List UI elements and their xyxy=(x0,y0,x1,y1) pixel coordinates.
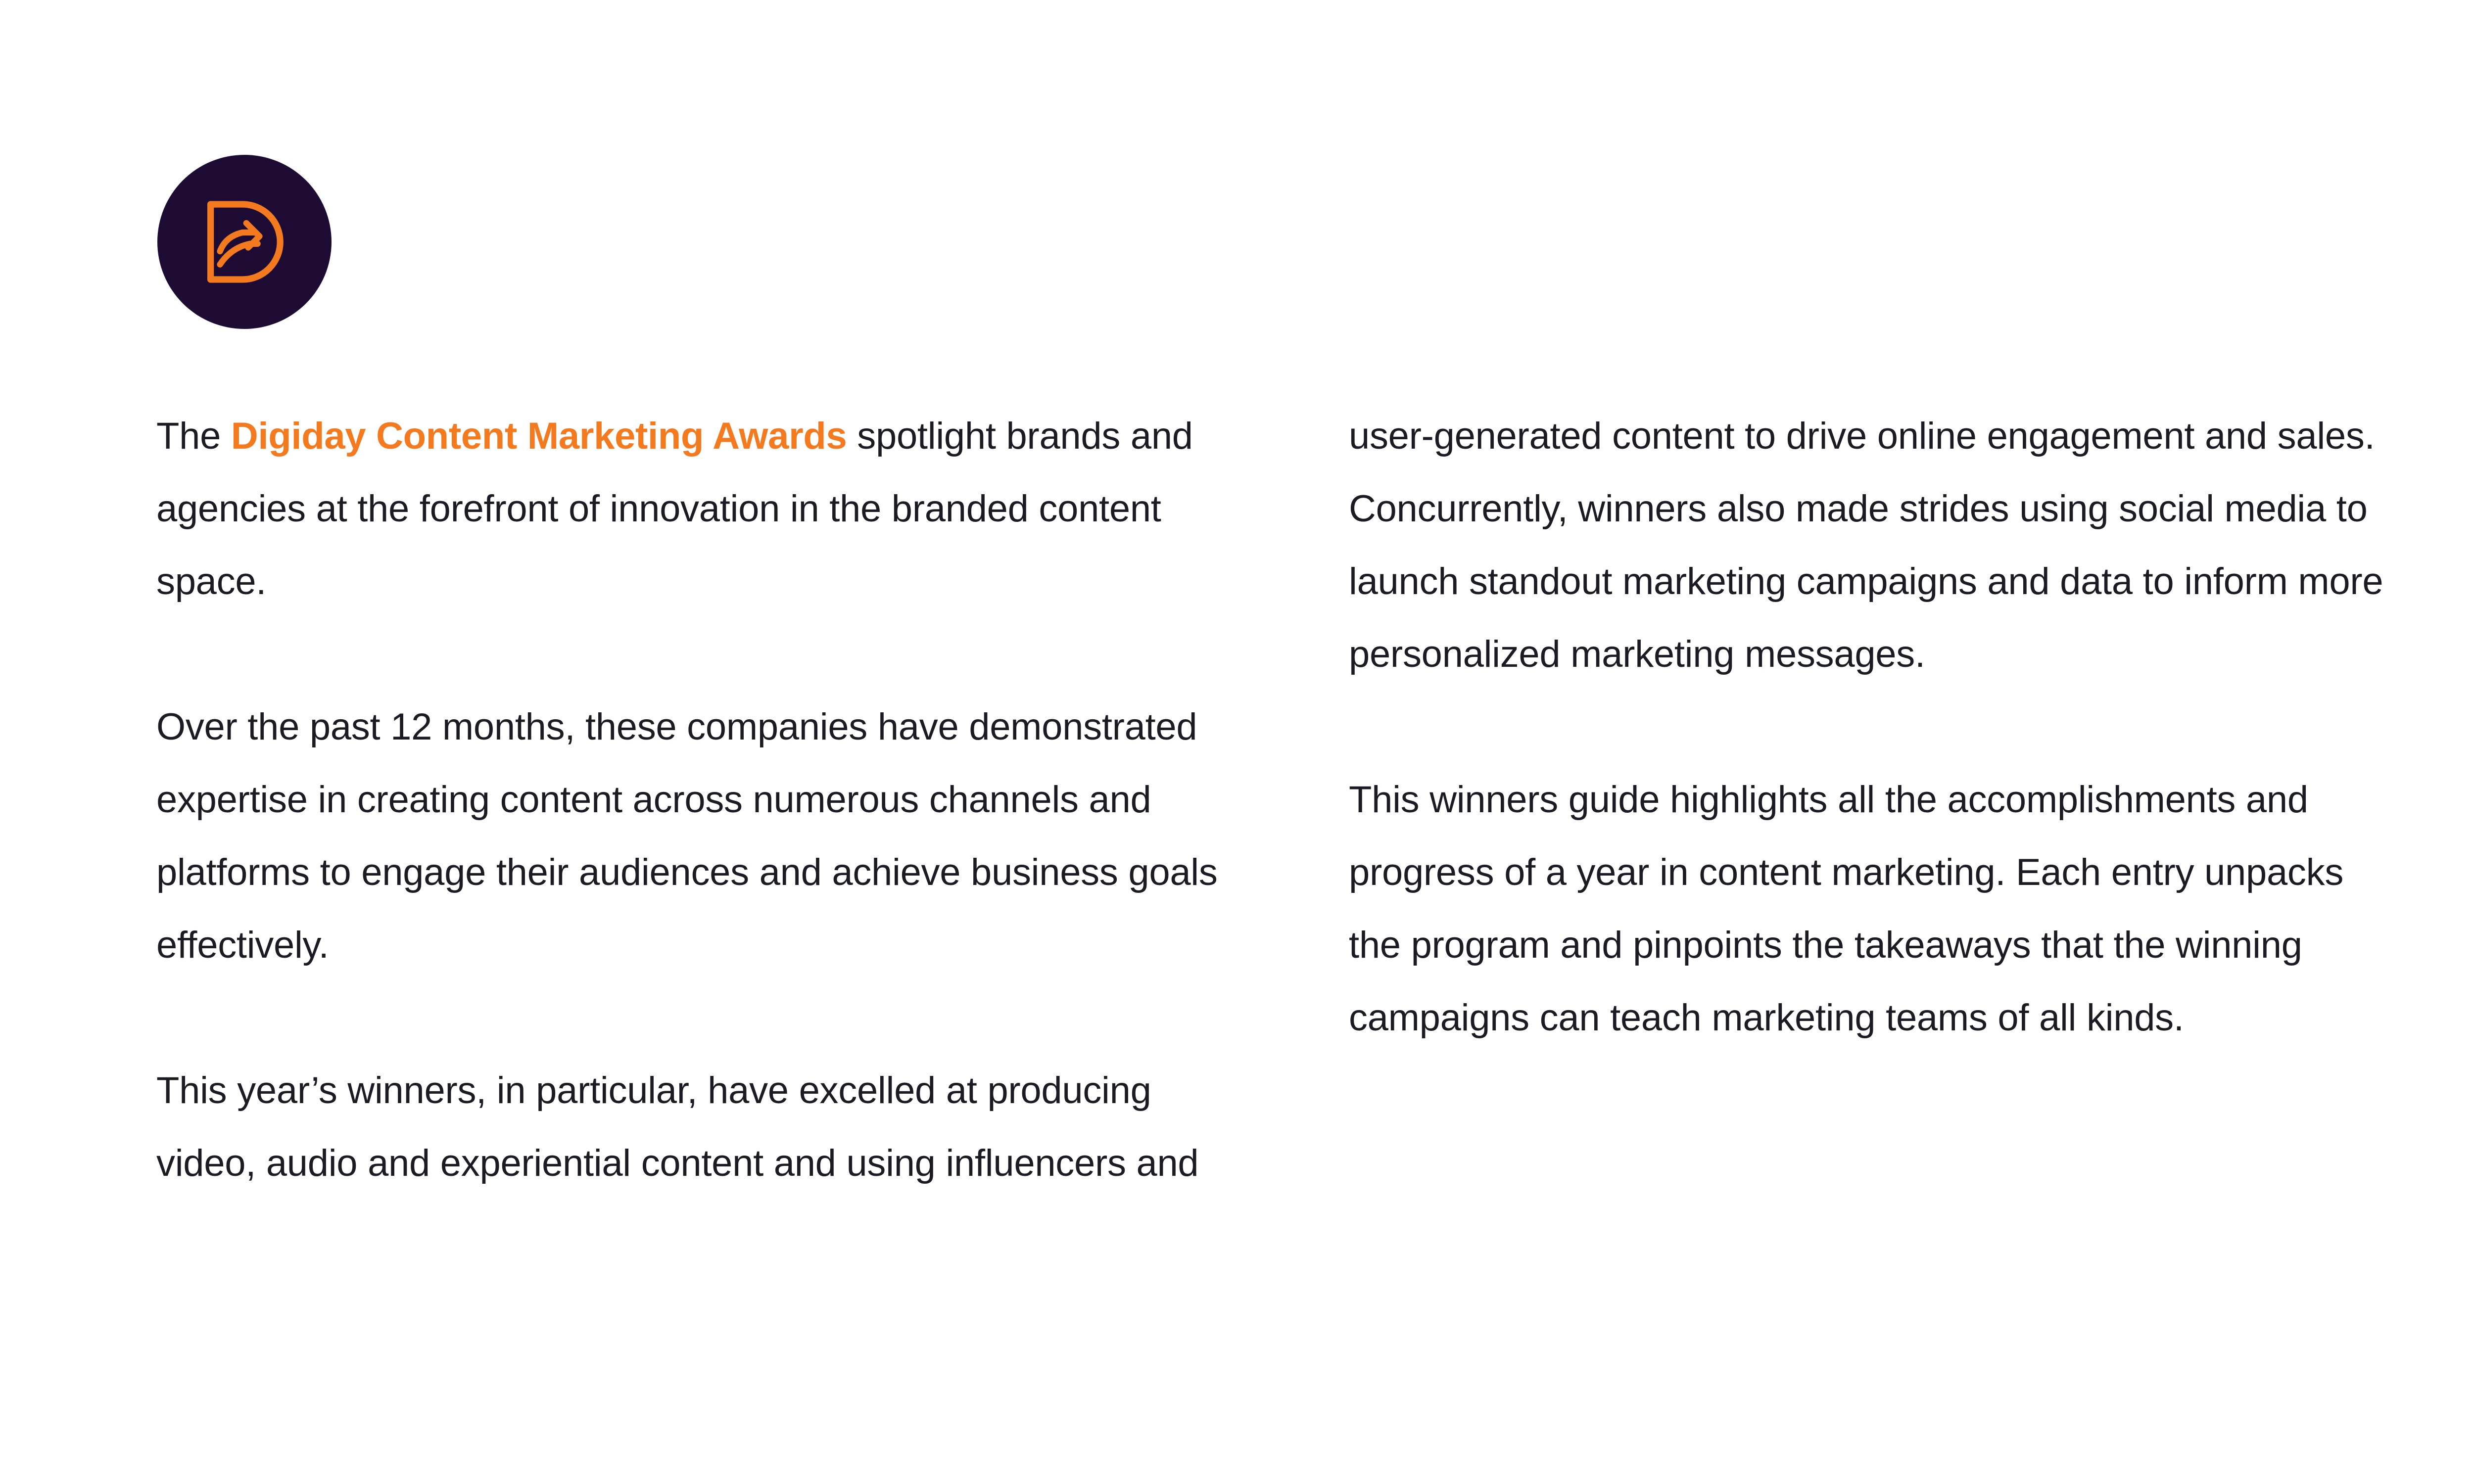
paragraph-line: personalized marketing messages. xyxy=(1349,633,1925,675)
awards-name-highlight: Digiday Content Marketing Awards xyxy=(231,415,847,457)
paragraph-line: progress of a year in content marketing. Each entry unpacks xyxy=(1349,851,2344,893)
paragraph-line: video, audio and experiential content and using influencers and xyxy=(156,1142,1199,1184)
paragraph-line: launch standout marketing campaigns and data to inform more xyxy=(1349,560,2383,603)
paragraph-line: Concurrently, winners also made strides using social media to xyxy=(1349,488,2368,530)
paragraph-line: user-generated content to drive online engagement and sales. xyxy=(1349,415,2375,457)
paragraph-line: Over the past 12 months, these companies have demonstrated xyxy=(156,706,1197,748)
intro-line-3: space. xyxy=(156,560,267,603)
past-year-paragraph xyxy=(156,691,1280,981)
intro-line-1 xyxy=(156,400,1280,472)
intro-paragraph xyxy=(156,400,1280,618)
intro-line-1-rest: spotlight brands and xyxy=(847,415,1193,457)
paragraph-line: platforms to engage their audiences and achieve business goals xyxy=(156,851,1218,893)
digiday-logo-badge xyxy=(157,155,332,329)
paragraph-line: the program and pinpoints the takeaways that the winning xyxy=(1349,924,2302,966)
left-text-column xyxy=(156,400,1280,1200)
paragraph-line: This winners guide highlights all the accomplishments and xyxy=(1349,779,2308,821)
intro-line-2: agencies at the forefront of innovation in the branded content xyxy=(156,488,1161,530)
digiday-d-arrow-icon xyxy=(197,195,291,289)
paragraph-line: This year’s winners, in particular, have excelled at producing xyxy=(156,1069,1151,1112)
guide-paragraph xyxy=(1349,763,2474,1054)
winners-paragraph xyxy=(156,1054,1280,1200)
paragraph-line: expertise in creating content across numerous channels and xyxy=(156,779,1151,821)
paragraph-line: effectively. xyxy=(156,924,329,966)
paragraph-line: campaigns can teach marketing teams of all kinds. xyxy=(1349,997,2184,1039)
intro-prefix: The xyxy=(156,415,231,457)
right-text-column xyxy=(1349,400,2474,1054)
winners-paragraph-continued xyxy=(1349,400,2474,691)
